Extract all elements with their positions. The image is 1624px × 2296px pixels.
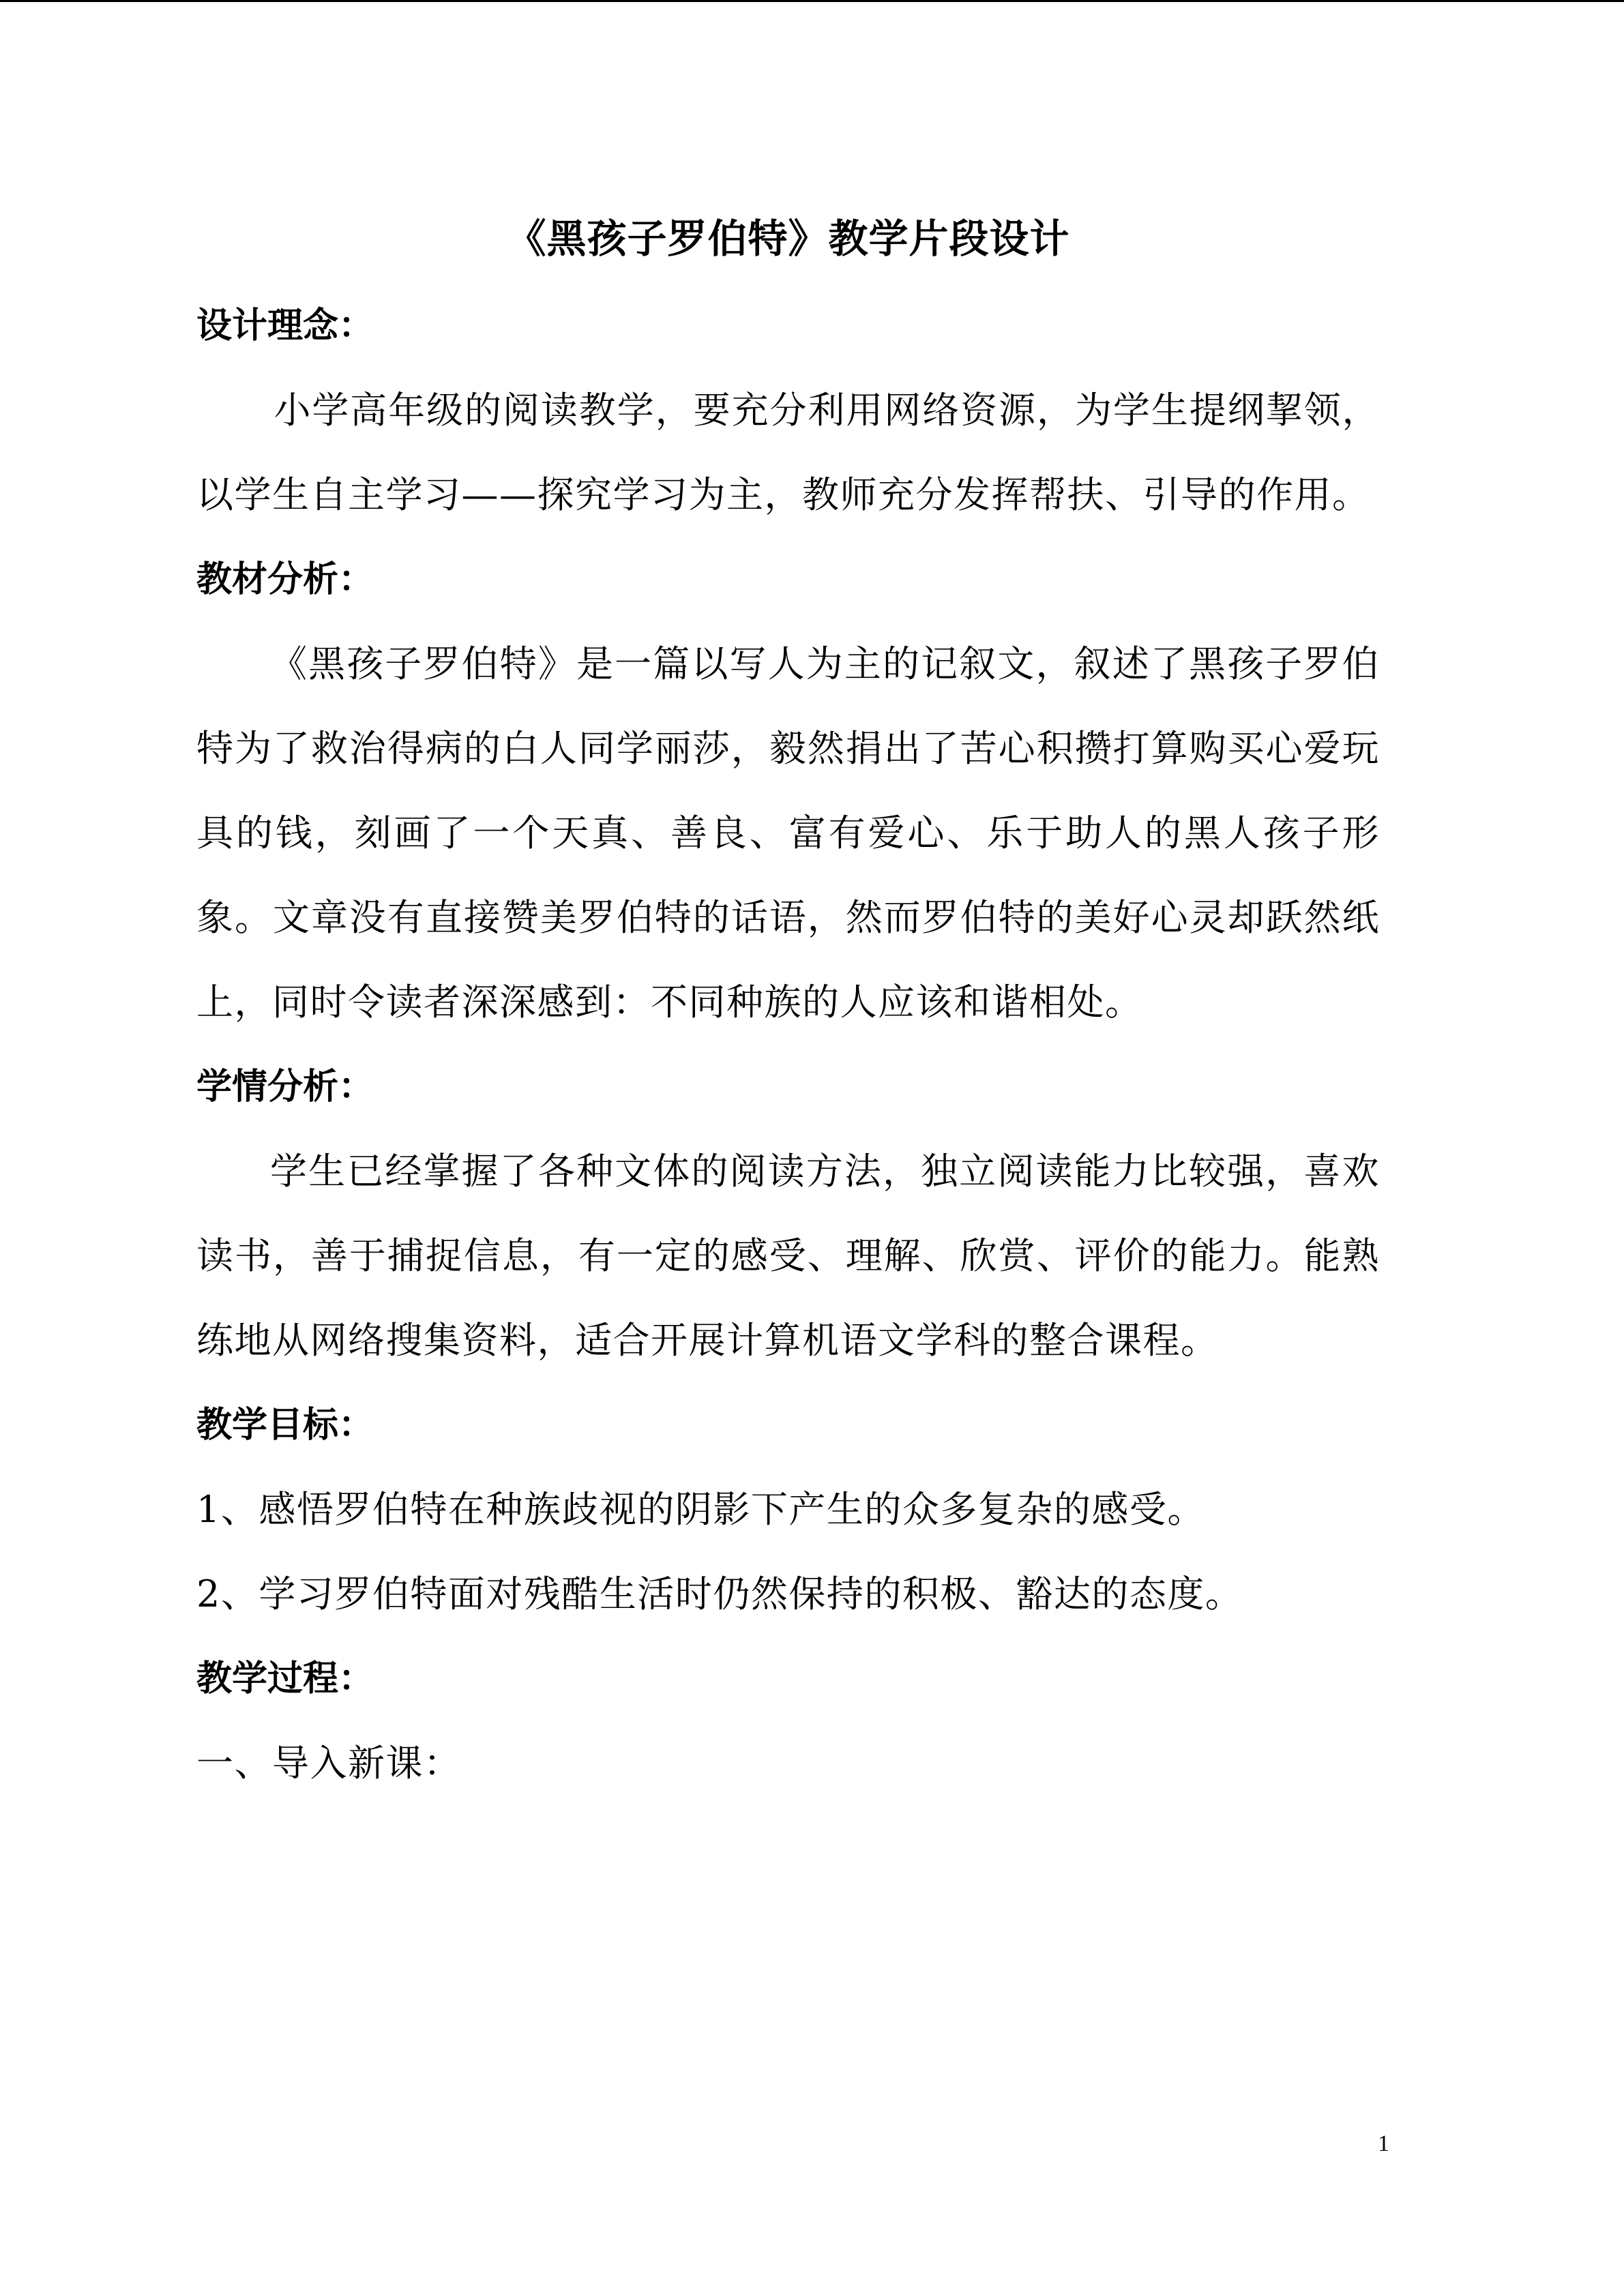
section-design-concept (196, 284, 1380, 537)
body-paragraph: 学生已经掌握了各种文体的阅读方法，独立阅读能力比较强，喜欢读书，善于捕捉信息，有一定的感受、理解、欣赏、评价的能力。能熟练地从网络搜集资料，适合开展计算机语文学科的整合课程。 (196, 1150, 1380, 1362)
goal-item: 2、学习罗伯特面对残酷生活时仍然保持的积极、豁达的态度。 (196, 1572, 1243, 1615)
section-student-analysis (196, 1045, 1380, 1383)
document-page (196, 205, 1380, 1806)
process-step: 一、导入新课： (196, 1742, 462, 1785)
body-paragraph: 《黑孩子罗伯特》是一篇以写人为主的记叙文，叙述了黑孩子罗伯特为了救治得病的白人同学丽莎，毅然捐出了苦心积攒打算购买心爱玩具的钱，刻画了一个天真、善良、富有爱心、乐于助人的黑人孩子形象。文章没有直接赞美罗伯特的话语，然而罗伯特的美好心灵却跃然纸上，同时令读者深深感到：不同种族的人应该和谐相处。 (196, 642, 1380, 1024)
page-number: 1 (1378, 2131, 1389, 2156)
section-material-analysis (196, 537, 1380, 1045)
top-border-line (0, 0, 1624, 2)
section-teaching-goals (196, 1383, 1380, 1637)
section-heading: 设计理念： (196, 305, 374, 346)
section-teaching-process (196, 1637, 1380, 1806)
goal-item: 1、感悟罗伯特在种族歧视的阴影下产生的众多复杂的感受。 (196, 1488, 1205, 1531)
section-heading: 教学过程： (196, 1658, 374, 1699)
section-heading: 教学目标： (196, 1404, 374, 1446)
section-heading: 教材分析： (196, 558, 374, 600)
body-paragraph: 小学高年级的阅读教学，要充分利用网络资源，为学生提纲挈领，以学生自主学习——探究学习为主，教师充分发挥帮扶、引导的作用。 (196, 389, 1380, 516)
document-title: 《黑孩子罗伯特》教学片段设计 (506, 215, 1070, 262)
section-heading: 学情分析： (196, 1066, 374, 1107)
